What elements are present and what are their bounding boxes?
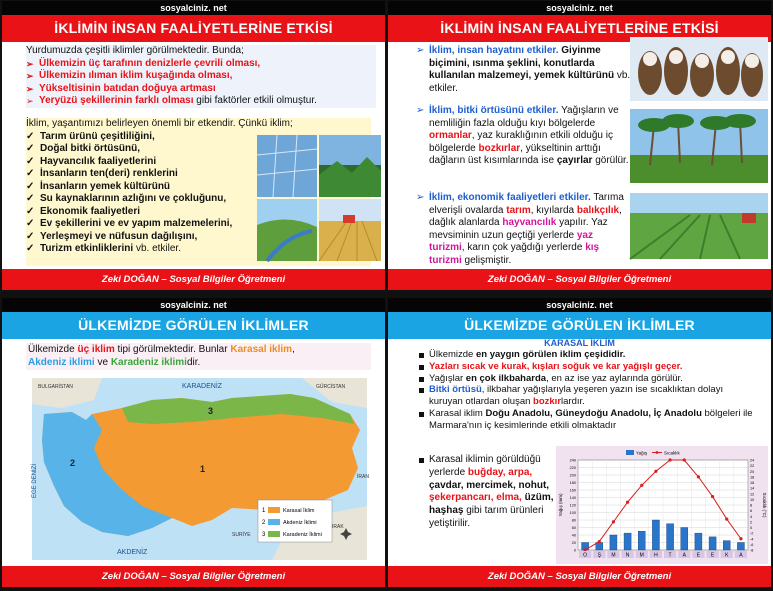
ylabel-left: Yağış (mm) <box>558 493 563 517</box>
list-item: ✓ Doğal bitki örtüsünü, <box>26 143 371 156</box>
month-label: M <box>639 552 644 559</box>
t-a: Ülkemizde <box>28 344 78 355</box>
b5-b: Doğu Anadolu, Güneydoğu Anadolu, İç Anadolu <box>485 407 702 419</box>
gurcistan-label: GÜRCİSTAN <box>316 384 346 390</box>
p3-head: İklim, ekonomik faaliyetleri etkiler. <box>429 192 591 203</box>
b4-d: lardır. <box>561 396 585 408</box>
b3-c: , en az ise yaz aylarında görülür. <box>546 372 683 384</box>
list-item: ✓ İnsanların ten(deri) renklerini <box>26 168 371 181</box>
precip-bar <box>681 528 688 551</box>
tick-label-right: 10 <box>750 497 755 502</box>
tick-label-right: -6 <box>750 542 754 547</box>
temperature-point <box>598 540 601 543</box>
reason-highlight: Yeryüzü şekillerinin farklı olması <box>39 95 194 106</box>
p2-forest: ormanlar <box>429 130 472 141</box>
solar-panel-photo <box>257 135 317 197</box>
temperature-point <box>739 537 742 540</box>
list-item: ✓ Ev şekillerini ve ev yapım malzemelerini, <box>26 218 371 231</box>
month-label: O <box>583 552 588 559</box>
b1-b: en yaygın görülen iklim çeşididir. <box>476 349 626 360</box>
photo-strip <box>630 37 770 259</box>
list-item: ➢ Yükseltisinin batıdan doğuya artması <box>26 83 376 96</box>
tick-label-left: 100 <box>569 511 576 515</box>
tick-label-left: 60 <box>571 526 576 530</box>
precip-bar <box>709 537 716 550</box>
slide-subtitle: KARASAL İKLİM <box>544 338 615 348</box>
intro-box <box>26 45 376 108</box>
p1-body: Giyinme biçimini, ısınma şeklini, konutlarda kullanılan malzemeyi, yemek kültürünü <box>429 45 615 81</box>
list-item: ✓ İnsanların yemek kültürünü <box>26 181 371 194</box>
temperature-point <box>725 517 728 520</box>
footer-author: Zeki DOĞAN – Sosyal Bilgiler Öğretmeni <box>388 566 771 587</box>
precip-bar <box>624 533 631 550</box>
map-num-1: 1 <box>200 464 206 474</box>
site-label: sosyalciniz. net <box>2 1 385 15</box>
tick-label-right: 14 <box>750 486 755 491</box>
p2-meadow: çayırlar <box>556 155 593 166</box>
legend-num-1: 1 <box>262 508 266 514</box>
month-label: T <box>668 552 672 559</box>
b6-d: şekerpancarı, elma, <box>429 492 522 504</box>
site-label: sosyalciniz. net <box>388 298 771 312</box>
precip-bar <box>610 535 617 550</box>
tick-label-left: 40 <box>571 533 576 538</box>
legend-marker-temp <box>656 451 659 454</box>
p2-c: , yükseltinin arttığı dağların üst kısımlarında ise <box>429 142 601 166</box>
tick-label-left: 220 <box>569 466 576 470</box>
temperature-point <box>668 458 671 461</box>
p2-a: Yağışların ve nemliliğin fazla olduğu kıyı bölgelerde <box>429 105 619 129</box>
temperature-point <box>640 484 643 487</box>
p3-a: Tarıma elverişli ovalarda <box>429 192 624 216</box>
list-item: ➢ Ülkemizin ılıman iklim kuşağında olması, <box>26 70 376 83</box>
tick-label-left: 0 <box>573 548 576 553</box>
tick-label-right: 20 <box>750 469 755 474</box>
tick-label-right: 0 <box>750 526 753 530</box>
t-karasal: Karasal iklim <box>230 344 293 355</box>
reason-suffix: gibi faktörler etkili olmuştur. <box>193 95 317 106</box>
list-item: ✓ Ekonomik faaliyetleri <box>26 206 371 219</box>
p3-winter: kış turizmi <box>429 242 600 266</box>
p2-steppe: bozkırlar <box>478 142 521 154</box>
map-legend <box>258 500 332 542</box>
b6-e: üzüm, haşhaş <box>429 492 554 517</box>
tick-label-right: 24 <box>750 458 755 463</box>
footer-author: Zeki DOĞAN – Sosyal Bilgiler Öğretmeni <box>2 269 385 290</box>
paragraph-1 <box>416 45 631 95</box>
precip-bar <box>652 520 659 550</box>
tick-label-left: 20 <box>571 541 576 545</box>
slide-climate-effects-1 <box>2 1 385 290</box>
t-karadeniz: Karadeniz iklimi <box>110 356 187 368</box>
b6-a: Karasal iklimin görüldüğü yerlerde <box>429 454 541 478</box>
p2-d: görülür. <box>592 155 629 166</box>
p1-head: İklim, insan hayatını etkiler. <box>429 45 559 56</box>
list-item <box>418 454 558 531</box>
b3-b: en çok ilkbaharda <box>465 372 547 384</box>
t-akdeniz: Akdeniz iklimi <box>28 356 95 368</box>
akdeniz-label: AKDENİZ <box>117 549 148 556</box>
list-item <box>26 95 376 108</box>
p3-c: , dağlık alanlarda <box>429 204 622 228</box>
climate-chart <box>556 446 768 564</box>
effect-highlight: Turizm etkinliklerini <box>40 243 134 254</box>
site-label: sosyalciniz. net <box>2 298 385 312</box>
slide-title: ÜLKEMİZDE GÖRÜLEN İKLİMLER <box>388 312 771 339</box>
site-label: sosyalciniz. net <box>388 1 771 15</box>
b5-a: Karasal iklim <box>429 407 486 419</box>
legend-num-2: 2 <box>262 520 266 526</box>
precip-bar <box>723 541 730 550</box>
p2-head: İklim, bitki örtüsünü etkiler. <box>429 105 559 116</box>
bulgaristan-label: BULGARİSTAN <box>38 384 73 390</box>
map-num-2: 2 <box>70 458 76 468</box>
slide-title: ÜLKEMİZDE GÖRÜLEN İKLİMLER <box>2 312 385 339</box>
legend-label-2: Akdeniz İklimi <box>283 520 317 526</box>
paragraph-2 <box>416 105 631 168</box>
tick-label-right: 6 <box>750 509 753 514</box>
list-item <box>418 384 758 408</box>
month-label: A <box>682 552 686 559</box>
suriye-label: SURİYE <box>232 532 251 538</box>
list-item <box>418 408 758 432</box>
list-item <box>418 373 758 385</box>
month-label: E <box>710 552 715 559</box>
b5-c: bölgeleri ile Marmara'nın iç kesimlerinde etkili olmaktadır <box>429 407 753 431</box>
effects-lead: İklim, yaşantımızı belirleyen önemli bir etkendir. Çünkü iklim; <box>26 118 293 129</box>
temperature-point <box>612 520 615 523</box>
b1-a: Ülkemizde <box>429 349 476 360</box>
month-label: N <box>625 552 630 559</box>
b3-a: Yağışlar <box>429 372 466 384</box>
slide-title: İKLİMİN İNSAN FAALİYETLERİNE ETKİSİ <box>388 15 771 42</box>
tick-label-right: 12 <box>750 492 755 497</box>
tick-label-left: 160 <box>569 488 576 493</box>
tick-label-right: -4 <box>750 537 754 542</box>
list-item: ➢ Ülkemizin üç tarafının denizlerle çevrili olması, <box>26 58 376 71</box>
list-item <box>418 349 758 361</box>
p3-herd: hayvancılık <box>502 217 557 228</box>
effect-suffix: vb. etkiler. <box>133 243 181 254</box>
precip-bar <box>695 533 702 550</box>
month-label: K <box>725 552 729 559</box>
t-d: ve <box>94 356 111 368</box>
p3-d: yapılır. Yaz mevsiminin uzun geçtiği yerlerde <box>429 217 608 241</box>
t-e: dir. <box>186 356 201 368</box>
ege-label: EGE DENİZİ <box>32 463 38 498</box>
temperature-point <box>626 501 629 504</box>
p3-summer: yaz turizmi <box>429 229 593 253</box>
tick-label-right: -2 <box>750 531 754 536</box>
temperature-point <box>711 495 714 498</box>
t-b: tipi görülmektedir. Bunlar <box>114 344 231 355</box>
month-label: H <box>654 552 658 559</box>
p2-b: , yaz kuraklığının etkili olduğu iç bölgelerde <box>429 130 613 154</box>
b6-b: buğday, arpa, <box>467 466 533 478</box>
b4-c: bozkır <box>533 396 562 408</box>
b6-c: çavdar, mercimek, nohut, <box>429 479 550 491</box>
p3-e: , karın çok yağdığı yerlerde <box>461 242 586 253</box>
crops-item <box>418 454 558 531</box>
temperature-point <box>683 458 686 461</box>
list-item: ✓ Hayvancılık faaliyetlerini <box>26 156 371 169</box>
list-item: ✓ Su kaynaklarının azlığını ve çokluğunu, <box>26 193 371 206</box>
turkey-climate-map <box>32 378 367 560</box>
precip-bar <box>638 531 645 550</box>
legend-label-3: Karadeniz İklimi <box>283 532 322 538</box>
tick-label-left: 80 <box>571 518 576 523</box>
tick-label-left: 180 <box>569 481 576 485</box>
b4-a: Bitki örtüsü <box>429 384 482 396</box>
continental-list <box>418 349 758 432</box>
tick-label-right: 22 <box>750 464 755 469</box>
temperature-point <box>697 475 700 478</box>
p3-f: gelişmiştir. <box>461 254 512 266</box>
precip-bar <box>737 543 744 551</box>
month-label: A <box>739 552 743 559</box>
list-item: ✓ Yerleşmeyi ve nüfusun dağılışını, <box>26 231 371 244</box>
iran-label: İRAN <box>357 474 369 480</box>
t-c: , <box>292 344 295 355</box>
climate-types-text <box>26 343 371 370</box>
legend-label-precip: Yağış <box>636 450 648 456</box>
p3-farm: tarım <box>506 204 531 216</box>
climate-chart-panel <box>556 446 768 564</box>
footer-author: Zeki DOĞAN – Sosyal Bilgiler Öğretmeni <box>2 566 385 587</box>
month-label: E <box>696 552 701 559</box>
month-label: Ş <box>597 552 601 559</box>
map-num-3: 3 <box>208 406 214 416</box>
tick-label-right: 18 <box>750 475 755 480</box>
irak-label: IRAK <box>332 524 344 530</box>
slide-climate-effects-2 <box>388 1 771 290</box>
tick-label-left: 120 <box>569 503 576 508</box>
tick-label-left: 240 <box>569 458 576 463</box>
ylabel-right: Sıcaklık (°C) <box>762 492 767 518</box>
legend-swatch-precip <box>626 450 634 455</box>
footer-author: Zeki DOĞAN – Sosyal Bilgiler Öğretmeni <box>388 269 771 290</box>
p3-fish: balıkçılık <box>576 204 620 216</box>
tick-label-right: 2 <box>750 520 753 525</box>
p3-b: , kıyılarda <box>530 204 577 216</box>
tick-label-left: 200 <box>569 473 576 478</box>
photo-collage <box>257 135 381 261</box>
temperature-point <box>654 470 657 473</box>
tick-label-right: -8 <box>750 548 754 553</box>
legend-label-1: Karasal İklim <box>283 508 315 514</box>
reason-list <box>26 58 376 108</box>
intro-text: Yurdumuzda çeşitli iklimler görülmektedir. Bunda; <box>26 45 244 56</box>
list-item: Yazları sıcak ve kurak, kışları soğuk ve kar yağışlı geçer. <box>418 361 758 373</box>
list-item: ✓ Tarım ürünü çeşitliliğini, <box>26 131 371 144</box>
paragraph-3 <box>416 192 631 267</box>
precip-bar <box>667 524 674 550</box>
slide-title: İKLİMİN İNSAN FAALİYETLERİNE ETKİSİ <box>2 15 385 42</box>
b4-b: , ilkbahar yağışlarıyla yeşeren yazın ise sıcaklıktan dolayı kuruyan otlardan oluşan <box>429 384 724 408</box>
tick-label-right: 8 <box>750 503 753 508</box>
month-label: M <box>611 552 616 559</box>
slide-climates-map <box>2 298 385 587</box>
legend-num-3: 3 <box>262 532 266 538</box>
b6-f: gibi tarım ürünleri yetiştirilir. <box>429 505 544 529</box>
p1-tail: vb. etkiler. <box>429 70 631 94</box>
legend-label-temp: Sıcaklık <box>664 450 680 456</box>
t-three: üç iklim <box>77 344 115 355</box>
karadeniz-label: KARADENİZ <box>182 383 223 390</box>
tick-label-left: 140 <box>569 496 576 500</box>
tick-label-right: 4 <box>750 514 753 519</box>
slide-continental-climate <box>388 298 771 587</box>
precip-bar <box>596 543 603 551</box>
tick-label-right: 16 <box>750 481 755 485</box>
